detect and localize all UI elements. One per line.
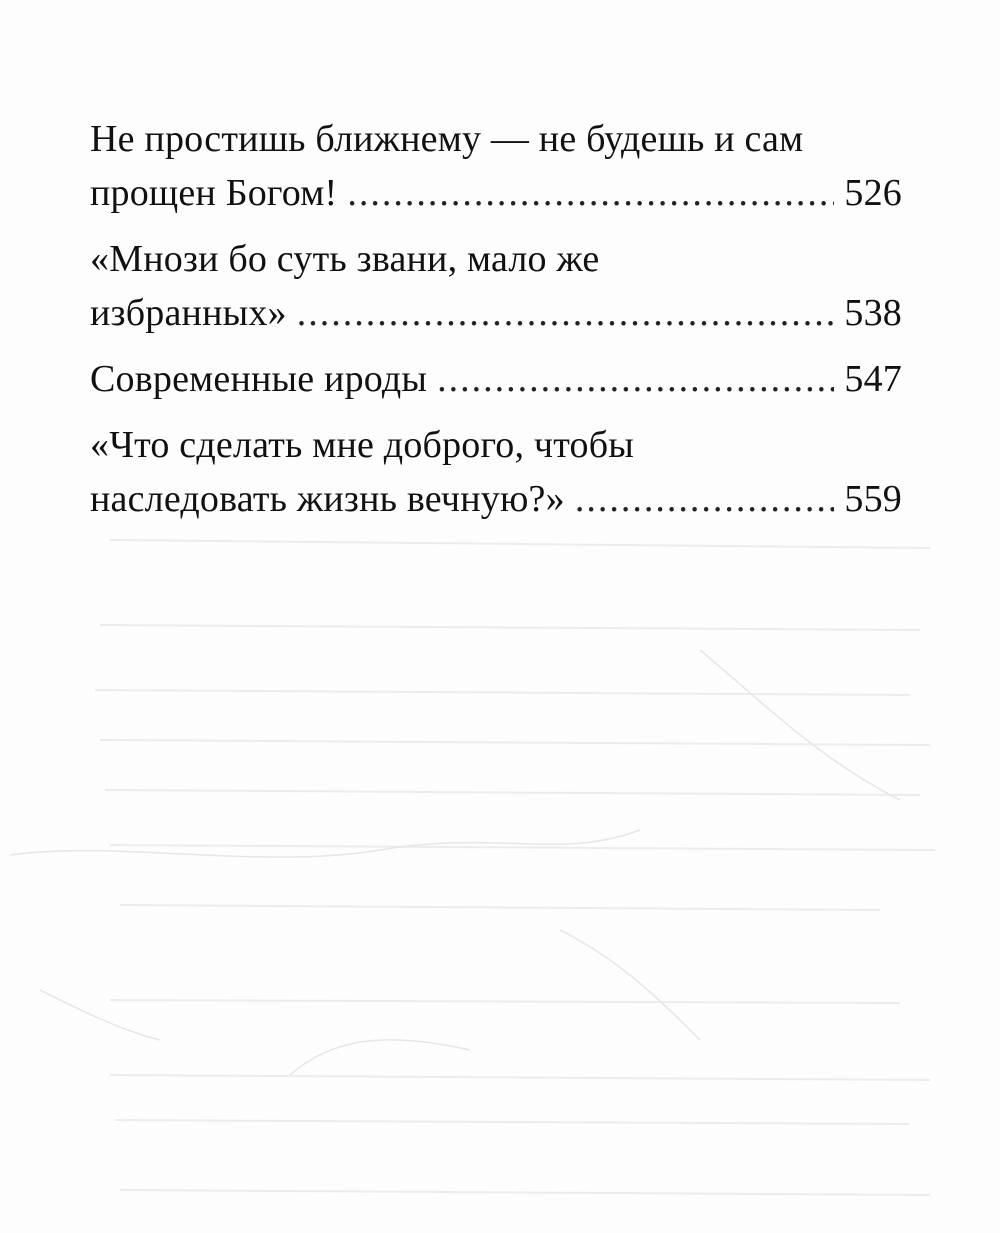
page-number: 547 [844,358,902,400]
toc-entry-title: прощен Богом! [90,172,338,214]
toc-entry-title: наследовать жизнь вечную?» [90,478,565,520]
dot-leader [575,472,835,526]
toc-entry-last-line [90,166,902,220]
toc-entry-559[interactable] [90,418,902,526]
toc-entry-last-line [90,352,902,406]
toc-entry-538[interactable] [90,232,902,340]
dot-leader [437,352,834,406]
page-number: 538 [844,292,902,334]
page-number: 559 [844,478,902,520]
toc-entry-547[interactable] [90,352,902,406]
toc-entry-last-line [90,286,902,340]
toc-entry-title: Не простишь ближнему — не будешь и сам [90,118,804,160]
toc-entry-title: «Мнози бо суть звани, мало же [90,238,600,280]
toc-entry-title: «Что сделать мне доброго, чтобы [90,424,634,466]
toc-entry-title: Современные ироды [90,358,428,400]
toc-entry-last-line [90,472,902,526]
toc-entry-526[interactable] [90,112,902,220]
dot-leader [347,166,834,220]
page-number: 526 [844,172,902,214]
toc-entry-title: избранных» [90,292,287,334]
dot-leader [297,286,835,340]
table-of-contents [90,112,902,538]
